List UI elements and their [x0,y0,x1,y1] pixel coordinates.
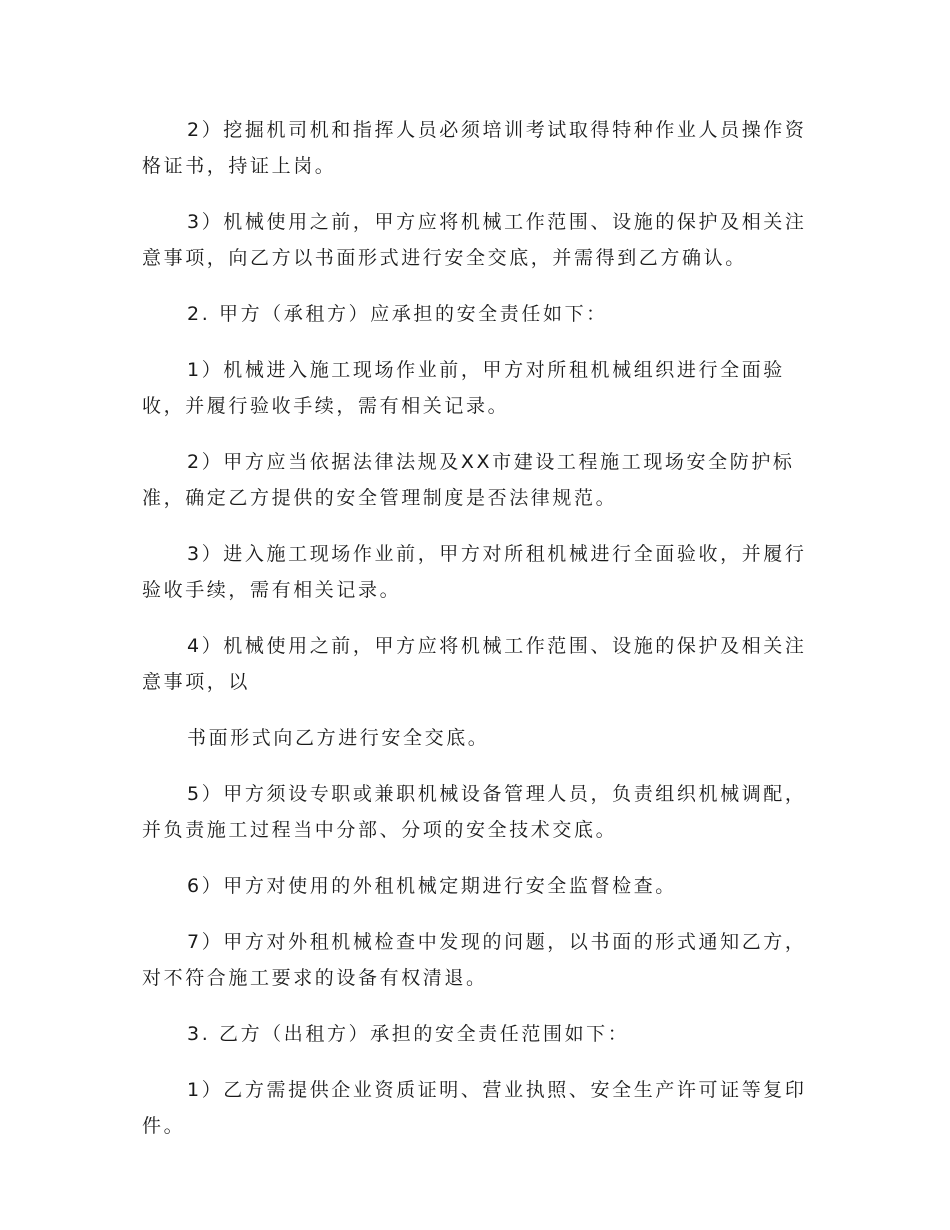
paragraph-qualification-documents: 1）乙方需提供企业资质证明、营业执照、安全生产许可证等复印件。 [142,1079,807,1137]
paragraph-issue-notification: 7）甲方对外租机械检查中发现的问题，以书面的形式通知乙方，对不符合施工要求的设备有权清退。 [142,931,807,989]
paragraph-safety-briefing-confirmation: 3）机械使用之前，甲方应将机械工作范围、设施的保护及相关注意事项，向乙方以书面形式进行安全交底，并需得到乙方确认。 [142,211,807,269]
paragraph-excavator-operator-certification: 2）挖掘机司机和指挥人员必须培训考试取得特种作业人员操作资格证书，持证上岗。 [142,119,807,177]
paragraph-periodic-inspection: 6）甲方对使用的外租机械定期进行安全监督检查。 [187,875,677,897]
paragraph-legal-standards-review: 2）甲方应当依据法律法规及XX市建设工程施工现场安全防护标准，确定乙方提供的安全管理制度是否法律规范。 [142,451,795,509]
paragraph-written-briefing-part2: 书面形式向乙方进行安全交底。 [187,727,490,749]
paragraph-equipment-manager: 5）甲方须设专职或兼职机械设备管理人员，负责组织机械调配，并负责施工过程当中分部、分项的安全技术交底。 [142,783,807,841]
section-heading-party-a-responsibilities: 2. 甲方（承租方）应承担的安全责任如下： [187,303,608,325]
section-heading-party-b-responsibilities: 3. 乙方（出租方）承担的安全责任范围如下： [187,1023,630,1045]
paragraph-site-entry-acceptance: 3）进入施工现场作业前，甲方对所租机械进行全面验收，并履行验收手续，需有相关记录。 [142,543,807,601]
document-body [142,112,807,1164]
paragraph-machine-acceptance-inspection: 1）机械进入施工现场作业前，甲方对所租机械组织进行全面验收，并履行验收手续，需有相关记录。 [142,359,785,417]
paragraph-written-briefing-part1: 4）机械使用之前，甲方应将机械工作范围、设施的保护及相关注意事项，以 [142,635,807,693]
